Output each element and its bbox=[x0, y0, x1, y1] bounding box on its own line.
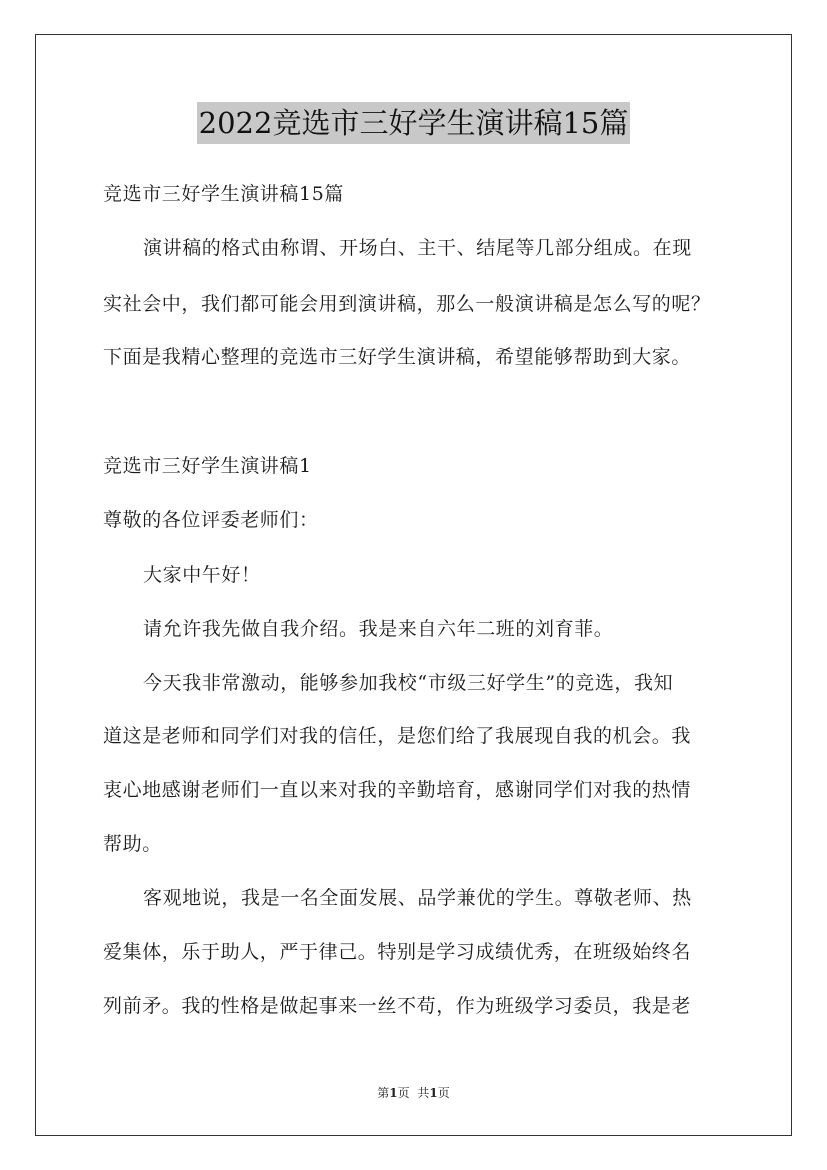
paragraph-line: 今天我非常激动，能够参加我校“市级三好学生”的竞选，我知 bbox=[143, 672, 674, 694]
intro-line: 实社会中，我们都可能会用到演讲稿，那么一般演讲稿是怎么写的呢？ bbox=[103, 293, 711, 315]
intro-line: 下面是我精心整理的竞选市三好学生演讲稿，希望能够帮助到大家。 bbox=[103, 346, 692, 368]
paragraph-line: 帮助。 bbox=[103, 833, 162, 855]
paragraph-line: 列前矛。我的性格是做起事来一丝不苟，作为班级学习委员，我是老 bbox=[103, 995, 692, 1017]
document-title: 2022竞选市三好学生演讲稿15篇 bbox=[197, 102, 631, 144]
total-pages: 1 bbox=[429, 1086, 438, 1100]
document-subtitle: 竞选市三好学生演讲稿15篇 bbox=[103, 183, 344, 205]
total-suffix: 页 bbox=[437, 1086, 450, 1100]
title-container bbox=[0, 102, 827, 144]
salutation: 尊敬的各位评委老师们： bbox=[103, 509, 319, 531]
paragraph-line: 爱集体，乐于助人，严于律己。特别是学习成绩优秀，在班级始终名 bbox=[103, 941, 692, 963]
greeting: 大家中午好！ bbox=[143, 564, 261, 586]
page-prefix: 第 bbox=[377, 1086, 390, 1100]
paragraph-line: 道这是老师和同学们对我的信任，是您们给了我展现自我的机会。我 bbox=[103, 725, 692, 747]
total-prefix: 共 bbox=[417, 1086, 430, 1100]
page-suffix: 页 bbox=[397, 1086, 410, 1100]
paragraph-line: 衷心地感谢老师们一直以来对我的辛勤培育，感谢同学们对我的热情 bbox=[103, 779, 692, 801]
intro-line: 演讲稿的格式由称谓、开场白、主干、结尾等几部分组成。在现 bbox=[143, 237, 692, 259]
page-number: 1 bbox=[389, 1086, 398, 1100]
page-footer bbox=[0, 1086, 827, 1100]
paragraph-intro: 请允许我先做自我介绍。我是来自六年二班的刘育菲。 bbox=[143, 618, 614, 640]
section-heading: 竞选市三好学生演讲稿1 bbox=[103, 455, 312, 477]
paragraph-line: 客观地说，我是一名全面发展、品学兼优的学生。尊敬老师、热 bbox=[143, 887, 692, 909]
